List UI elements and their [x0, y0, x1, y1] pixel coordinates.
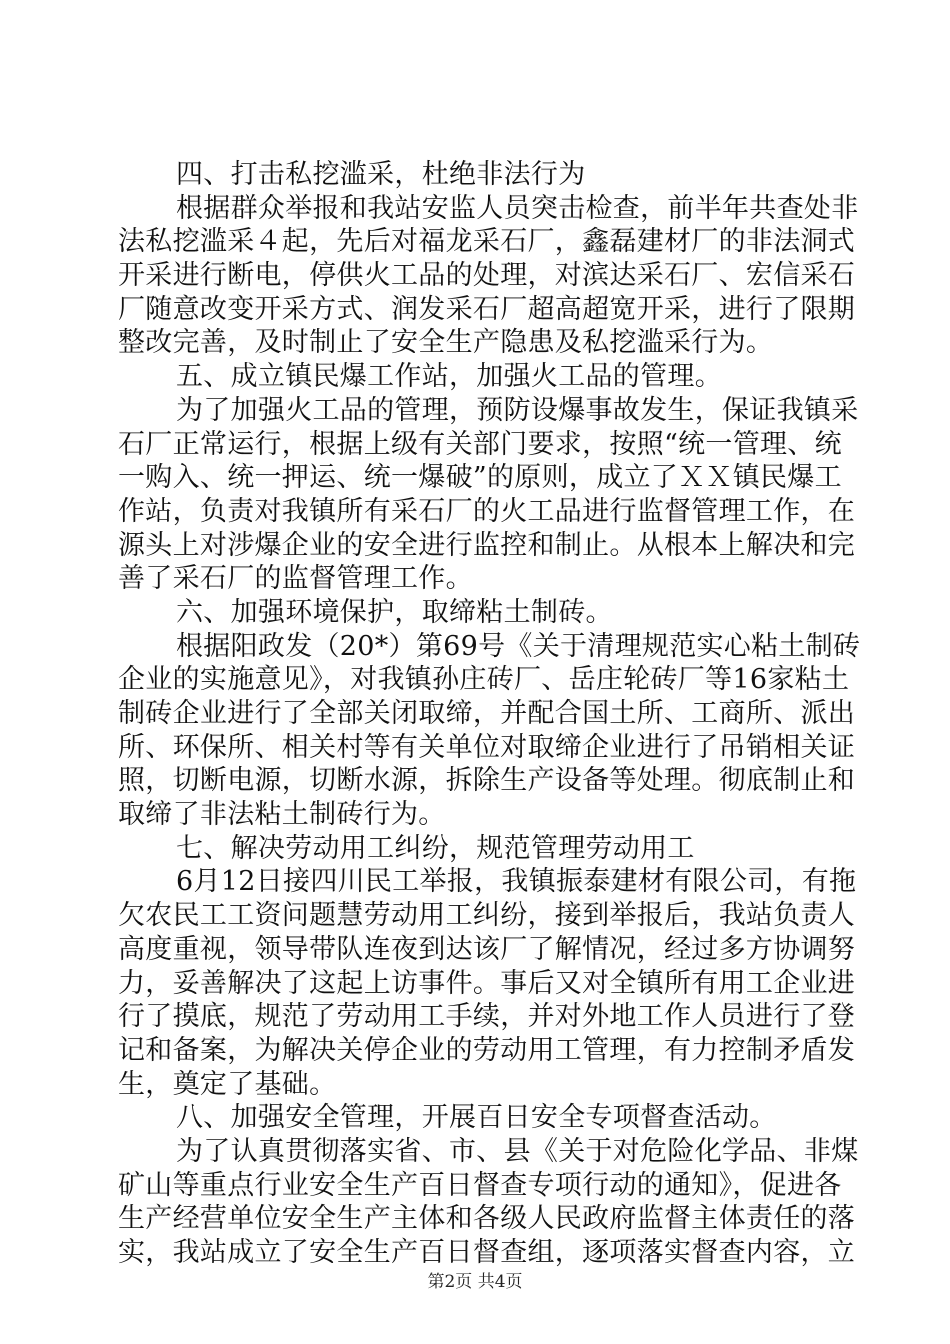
paragraph-line: 善了采石厂的监督管理工作。: [118, 563, 473, 594]
paragraph-line: 为了加强火工品的管理，预防设爆事故发生，保证我镇采: [176, 395, 859, 426]
paragraph-line: 企业的实施意见》，对我镇孙庄砖厂、岳庄轮砖厂等16家粘土: [118, 664, 850, 695]
paragraph-line: 根据群众举报和我站安监人员突击检查，前半年共查处非: [176, 193, 859, 224]
paragraph-line: 照，切断电源，切断水源，拆除生产设备等处理。彻底制止和: [118, 765, 856, 796]
paragraph-line: 厂随意改变开采方式、润发采石厂超高超宽开采，进行了限期: [118, 294, 856, 325]
paragraph-line: 作站，负责对我镇所有采石厂的火工品进行监督管理工作，在: [118, 496, 856, 527]
paragraph-line: 欠农民工工资问题慧劳动用工纠纷，接到举报后，我站负责人: [118, 900, 856, 931]
paragraph-line: 实，我站成立了安全生产百日督查组，逐项落实督查内容，立: [118, 1237, 856, 1268]
section-heading-7: 七、解决劳动用工纠纷，规范管理劳动用工: [176, 833, 695, 864]
paragraph-line: 整改完善，及时制止了安全生产隐患及私挖滥采行为。: [118, 327, 774, 358]
paragraph-line: 取缔了非法粘土制砖行为。: [118, 799, 446, 830]
paragraph-line: 记和备案，为解决关停企业的劳动用工管理，有力控制矛盾发: [118, 1035, 856, 1066]
paragraph-line: 开采进行断电，停供火工品的处理，对滨达采石厂、宏信采石: [118, 260, 856, 291]
paragraph-line: 行了摸底，规范了劳动用工手续，并对外地工作人员进行了登: [118, 1001, 856, 1032]
paragraph-line: 制砖企业进行了全部关闭取缔，并配合国土所、工商所、派出: [118, 698, 856, 729]
paragraph-line: 生产经营单位安全生产主体和各级人民政府监督主体责任的落: [118, 1203, 856, 1234]
paragraph-line: 石厂正常运行，根据上级有关部门要求，按照“统一管理、统: [118, 429, 842, 460]
section-heading-5: 五、成立镇民爆工作站，加强火工品的管理。: [176, 361, 722, 392]
page-footer: 第2页 共4页: [427, 1272, 523, 1292]
section-heading-4: 四、打击私挖滥采，杜绝非法行为: [176, 159, 586, 190]
paragraph-line: 法私挖滥采４起，先后对福龙采石厂，鑫磊建材厂的非法洞式: [118, 226, 856, 257]
paragraph-line: 所、环保所、相关村等有关单位对取缔企业进行了吊销相关证: [118, 732, 856, 763]
paragraph-line: 6月12日接四川民工举报，我镇振泰建材有限公司，有拖: [176, 866, 857, 897]
paragraph-line: 源头上对涉爆企业的安全进行监控和制止。从根本上解决和完: [118, 530, 856, 561]
paragraph-line: 高度重视，领导带队连夜到达该厂了解情况，经过多方协调努: [118, 934, 856, 965]
paragraph-line: 根据阳政发（20*）第69号《关于清理规范实心粘土制砖: [176, 631, 861, 662]
paragraph-line: 为了认真贯彻落实省、市、县《关于对危险化学品、非煤: [176, 1136, 859, 1167]
paragraph-line: 矿山等重点行业安全生产百日督查专项行动的通知》，促进各: [118, 1170, 842, 1201]
section-heading-8: 八、加强安全管理，开展百日安全专项督查活动。: [176, 1102, 777, 1133]
paragraph-line: 一购入、统一押运、统一爆破”的原则，成立了ＸＸ镇民爆工: [118, 462, 842, 493]
paragraph-line: 力，妥善解决了这起上访事件。事后又对全镇所有用工企业进: [118, 968, 856, 999]
section-heading-6: 六、加强环境保护，取缔粘土制砖。: [176, 597, 613, 628]
paragraph-line: 生，奠定了基础。: [118, 1069, 337, 1100]
